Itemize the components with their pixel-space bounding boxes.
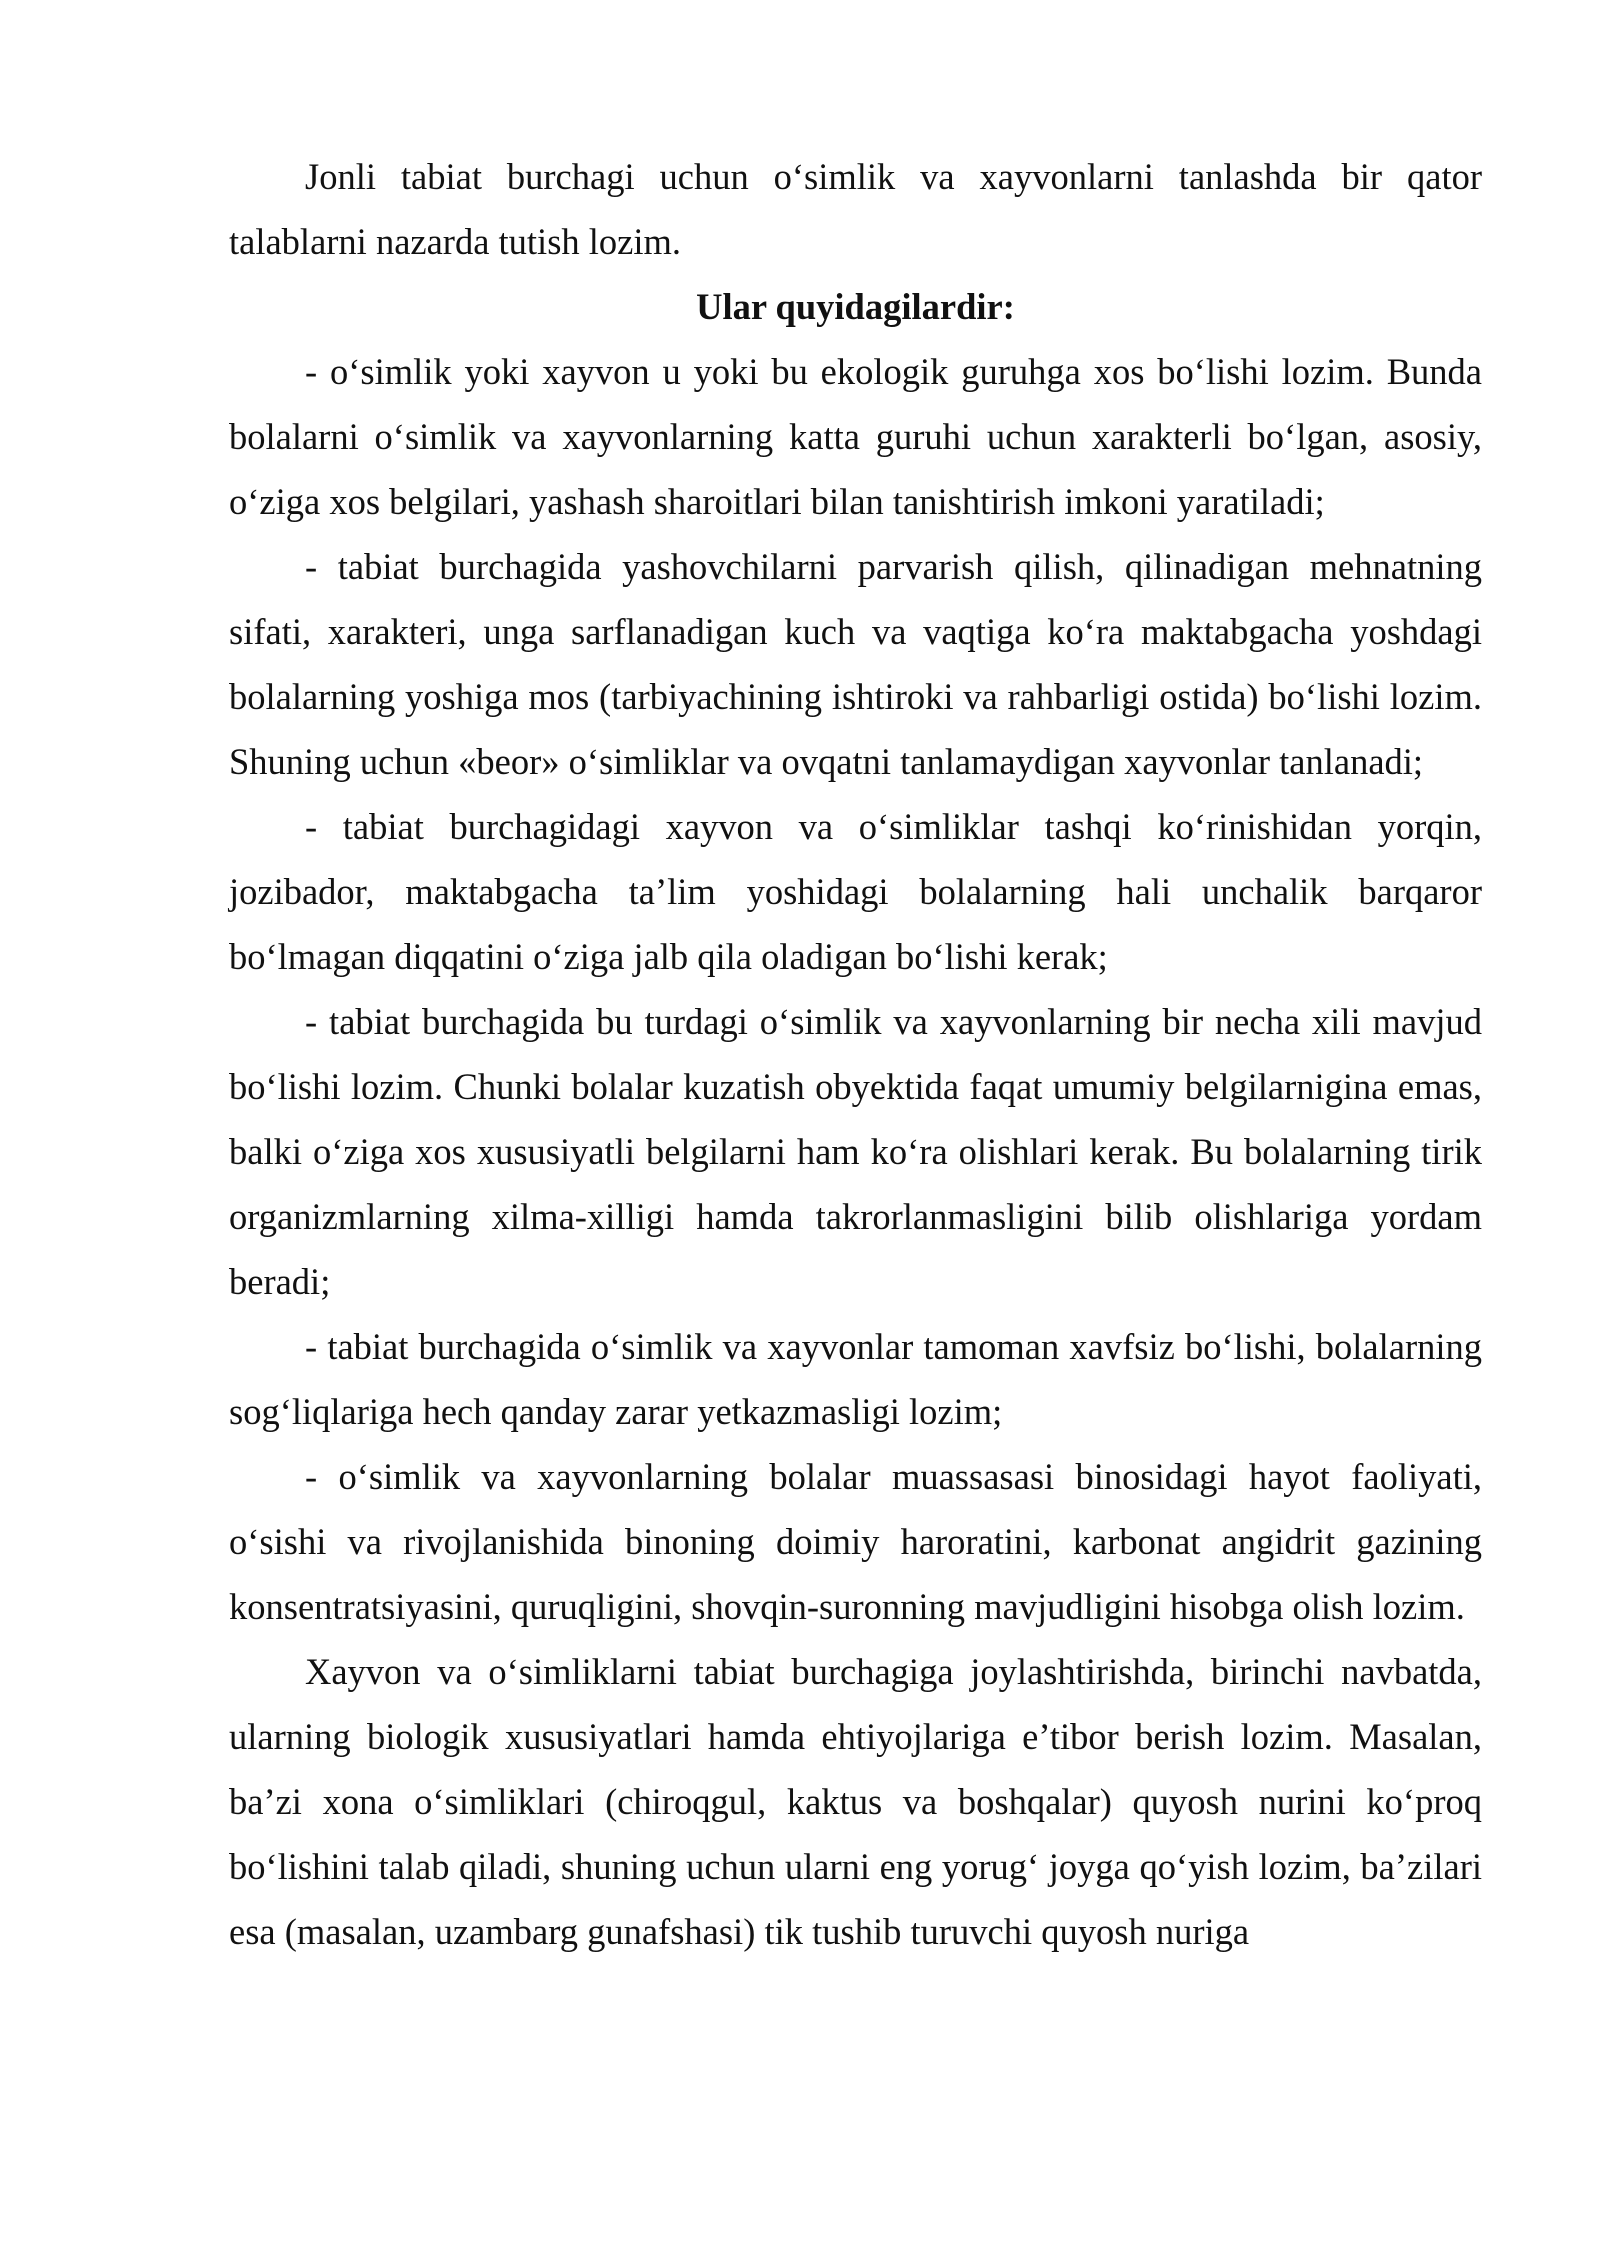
section-heading: Ular quyidagilardir:: [696, 286, 1015, 327]
requirement-item: - o‘simlik yoki xayvon u yoki bu ekologik guruhga xos bo‘lishi lozim. Bunda bolalarni o‘simlik va xayvonlarning katta guruhi uchun xarakterli bo‘lgan, asosiy, o‘ziga xos belgilari, yashash sharoitlari bilan tanishtirish imkoni yaratiladi;: [229, 351, 1482, 522]
requirement-item: - tabiat burchagidagi xayvon va o‘simliklar tashqi ko‘rinishidan yorqin, jozibador, maktabgacha ta’lim yoshidagi bolalarning hali unchalik barqaror bo‘lmagan diqqatini o‘ziga jalb qila oladigan bo‘lishi kerak;: [229, 806, 1482, 977]
requirement-item: - o‘simlik va xayvonlarning bolalar muassasasi binosidagi hayot faoliyati, o‘sishi va rivojlanishida binoning doimiy haroratini, karbonat angidrit gazining konsentratsiyasini, quruqligini, shovqin-suronning mavjudligini hisobga olish lozim.: [229, 1456, 1482, 1627]
intro-paragraph: Jonli tabiat burchagi uchun o‘simlik va xayvonlarni tanlashda bir qator talablarni nazarda tutish lozim.: [229, 156, 1482, 262]
requirement-item: - tabiat burchagida o‘simlik va xayvonlar tamoman xavfsiz bo‘lishi, bolalarning sog‘liqlariga hech qanday zarar yetkazmasligi lozim;: [229, 1326, 1482, 1432]
closing-paragraph: Xayvon va o‘simliklarni tabiat burchagiga joylashtirishda, birinchi navbatda, ularning biologik xususiyatlari hamda ehtiyojlariga e’tibor berish lozim. Masalan, ba’zi xona o‘simliklari (chiroqgul, kaktus va boshqalar) quyosh nurini ko‘proq bo‘lishini talab qiladi, shuning uchun ularni eng yorug‘ joyga qo‘yish lozim, ba’zilari esa (masalan, uzambarg gunafshasi) tik tushib turuvchi quyosh nuriga: [229, 1651, 1482, 1952]
requirement-item: - tabiat burchagida yashovchilarni parvarish qilish, qilinadigan mehnatning sifati, xarakteri, unga sarflanadigan kuch va vaqtiga ko‘ra maktabgacha yoshdagi bolalarning yoshiga mos (tarbiyachining ishtiroki va rahbarligi ostida) bo‘lishi lozim. Shuning uchun «beor» o‘simliklar va ovqatni tanlamaydigan xayvonlar tanlanadi;: [229, 546, 1482, 782]
requirement-item: - tabiat burchagida bu turdagi o‘simlik va xayvonlarning bir necha xili mavjud bo‘lishi lozim. Chunki bolalar kuzatish obyektida faqat umumiy belgilarnigina emas, balki o‘ziga xos xususiyatli belgilarni ham ko‘ra olishlari kerak. Bu bolalarning tirik organizmlarning xilma-xilligi hamda takrorlanmasligini bilib olishlariga yordam beradi;: [229, 1001, 1482, 1302]
document-page: [229, 144, 1482, 1964]
